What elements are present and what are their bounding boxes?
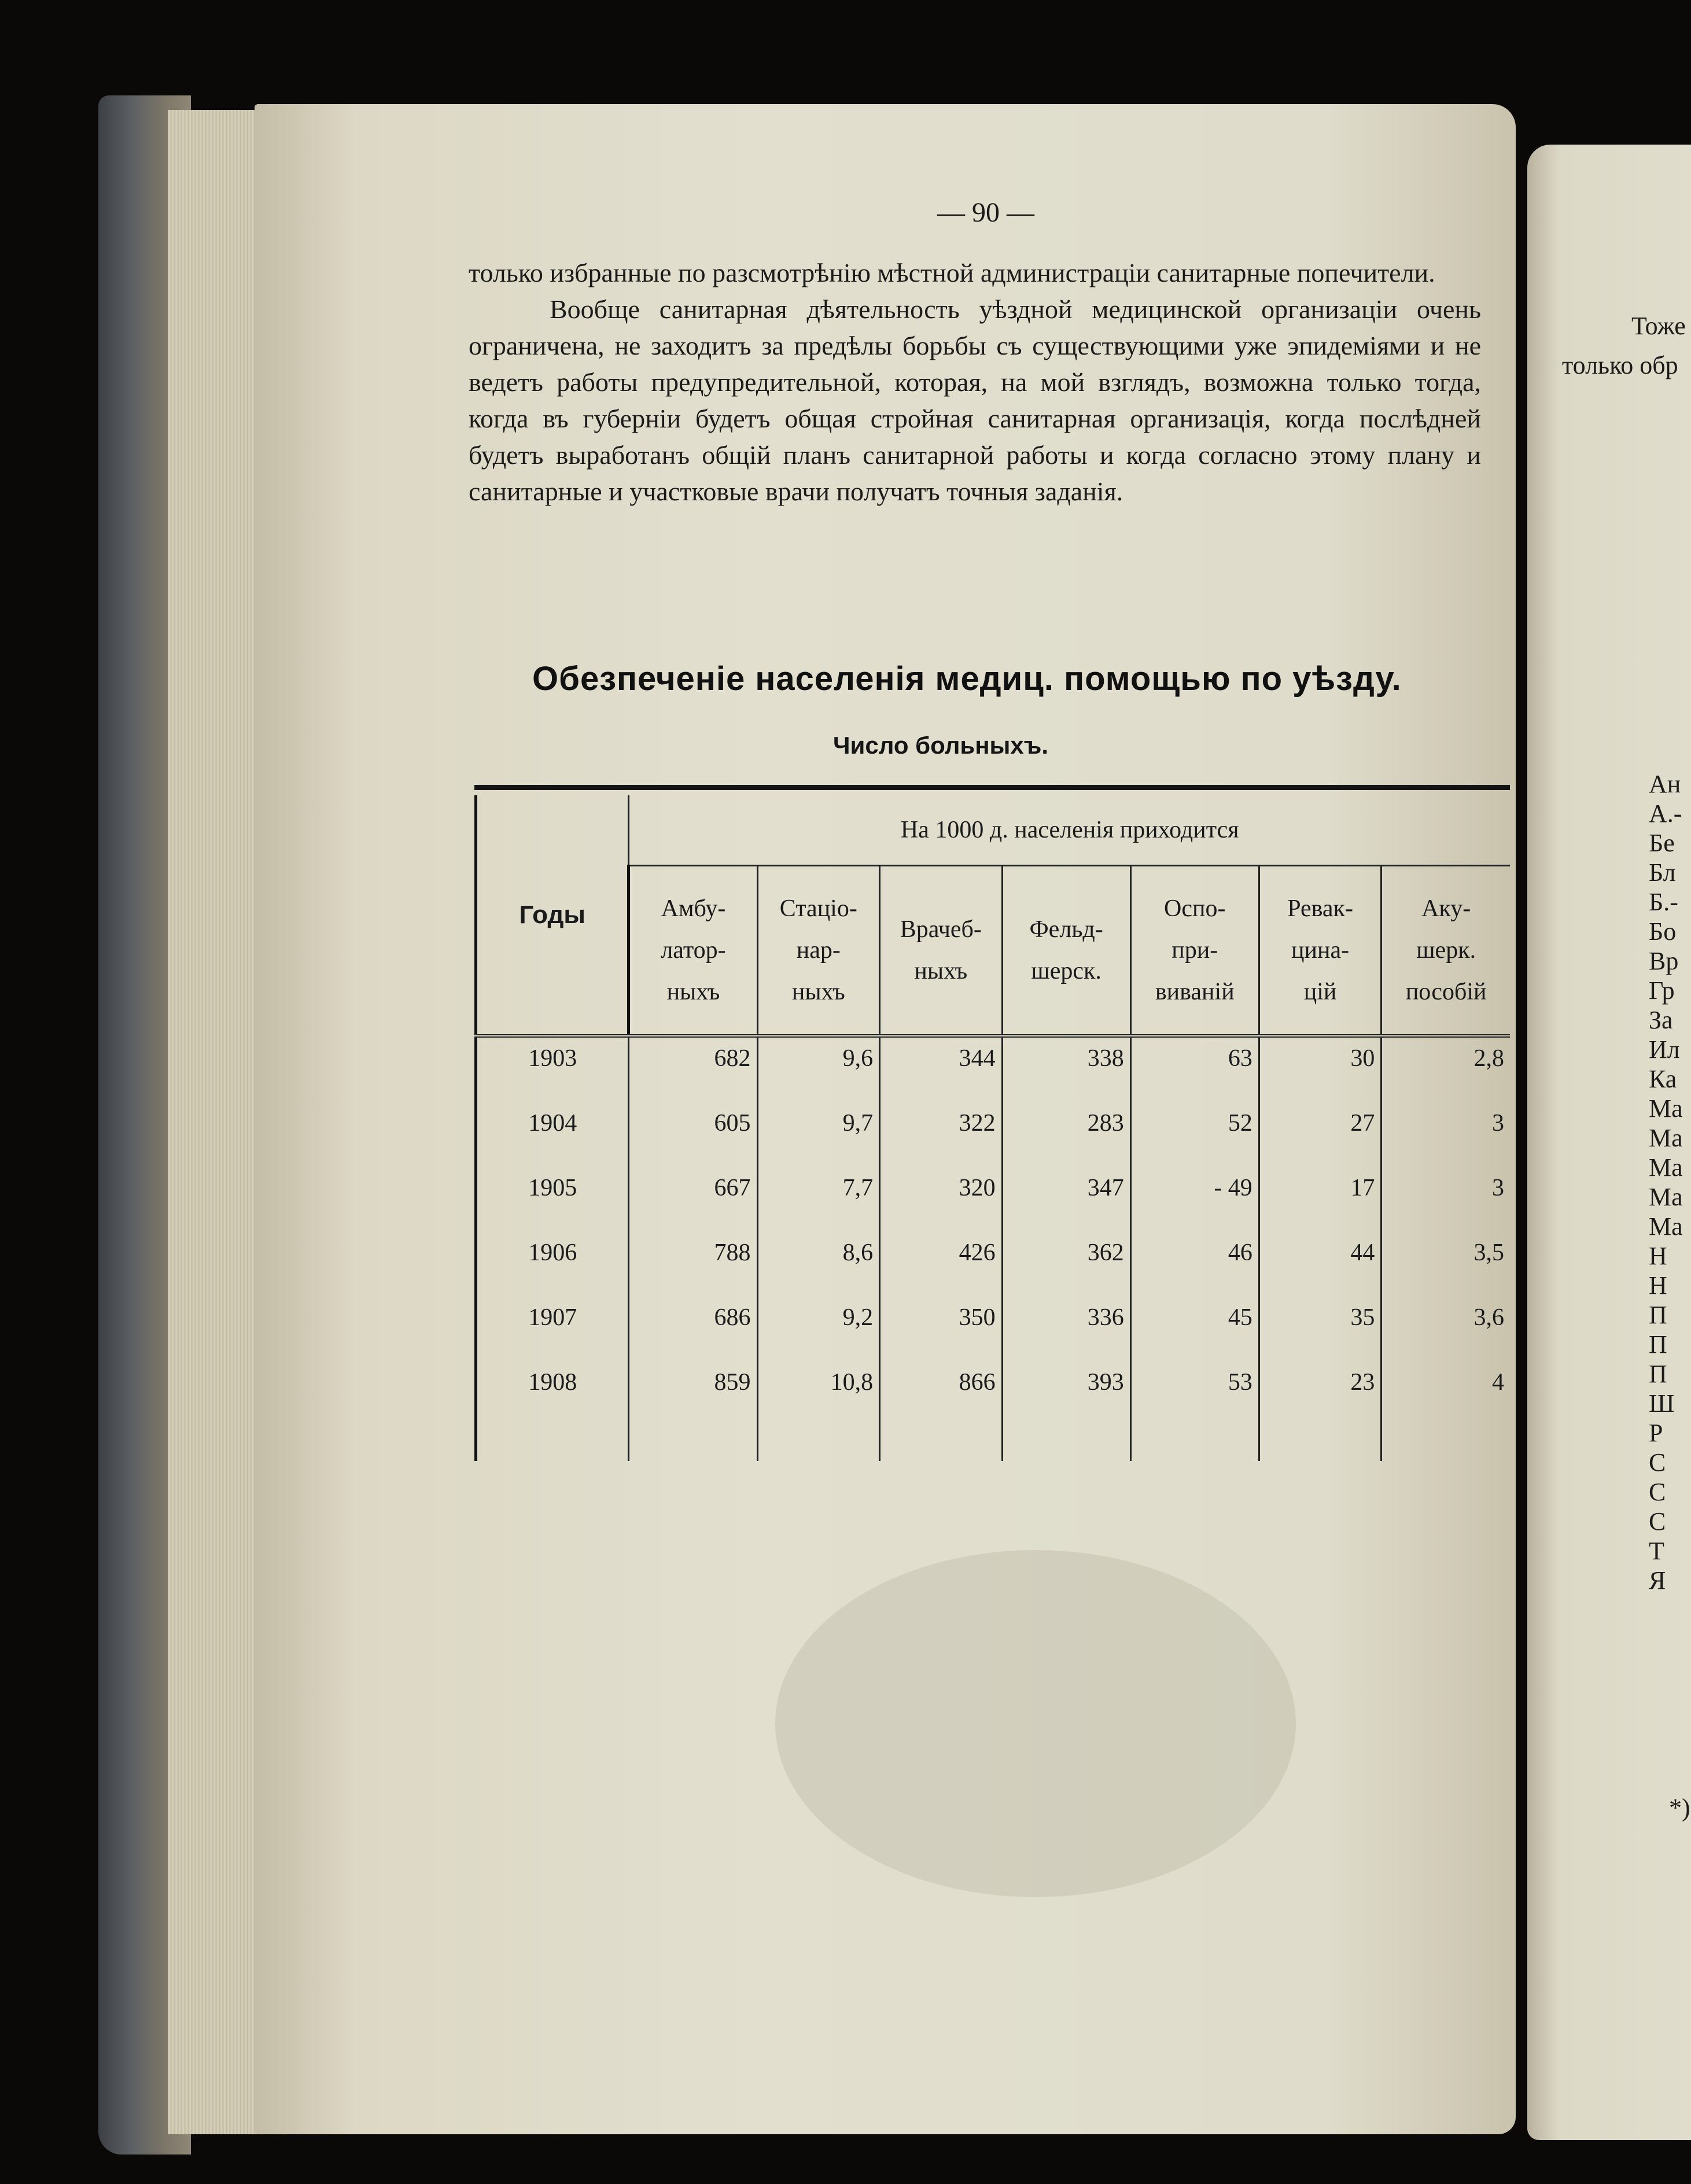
column-header-line: Фельд- <box>1029 916 1103 943</box>
column-header-line: ныхъ <box>791 979 845 1005</box>
right-page-list-item: П <box>1649 1330 1667 1359</box>
right-page-list-item: А.- <box>1649 799 1682 828</box>
right-page-list <box>1649 769 1683 1595</box>
value-cell: 344 <box>880 1036 1003 1102</box>
year-cell: 1904 <box>476 1102 629 1167</box>
paragraph-1: только избранные по разсмотрѣнію мѣстной администраціи санитарные попечители. <box>469 258 1435 287</box>
years-header: Годы <box>476 795 629 1036</box>
value-cell: 4 <box>1381 1362 1510 1426</box>
page-number: — 90 — <box>937 197 1034 228</box>
value-cell: 667 <box>629 1167 757 1232</box>
table-title: Обезпеченіе населенія медиц. помощью по уѣзду. <box>532 660 1402 698</box>
right-page-list-item: Т <box>1649 1537 1664 1565</box>
right-page-list-item: Р <box>1649 1419 1663 1447</box>
year-cell: 1906 <box>476 1232 629 1297</box>
value-cell: 46 <box>1130 1232 1259 1297</box>
column-header-line: виваній <box>1155 979 1235 1005</box>
column-header-line: при- <box>1171 937 1218 964</box>
column-header-line: Ревак- <box>1287 895 1353 922</box>
column-header-5 <box>1130 866 1259 1036</box>
value-cell: - 49 <box>1130 1167 1259 1232</box>
value-cell: 322 <box>880 1102 1003 1167</box>
right-page-list-item: Ма <box>1649 1212 1683 1241</box>
right-page-list-item: Ка <box>1649 1065 1677 1093</box>
value-cell: 859 <box>629 1362 757 1426</box>
right-page-list-item: Ма <box>1649 1094 1683 1123</box>
column-header-line: пособій <box>1405 979 1487 1005</box>
column-header-line: цій <box>1303 979 1337 1005</box>
value-cell: 350 <box>880 1297 1003 1362</box>
right-page-list-item: Бе <box>1649 829 1675 857</box>
year-cell: 1907 <box>476 1297 629 1362</box>
value-cell: 3,6 <box>1381 1297 1510 1362</box>
column-header-line: шерск. <box>1031 958 1101 984</box>
column-header-line: шерк. <box>1416 937 1476 964</box>
column-header-3 <box>880 866 1003 1036</box>
column-header-line: ныхъ <box>914 958 968 984</box>
table-row <box>476 1036 1511 1102</box>
column-header-line: Амбу- <box>661 895 726 922</box>
right-page-list-item: Ма <box>1649 1183 1683 1211</box>
left-page <box>255 104 1516 2134</box>
value-cell: 8,6 <box>757 1232 880 1297</box>
right-page-list-item: Я <box>1649 1566 1666 1595</box>
value-cell: 45 <box>1130 1297 1259 1362</box>
value-cell: 9,7 <box>757 1102 880 1167</box>
value-cell: 53 <box>1130 1362 1259 1426</box>
right-page-list-item: Вр <box>1649 947 1679 975</box>
right-page-list-item: Н <box>1649 1271 1667 1300</box>
table-bottom-padding <box>476 1426 1511 1461</box>
value-cell: 336 <box>1002 1297 1130 1362</box>
value-cell: 3 <box>1381 1102 1510 1167</box>
table-subtitle: Число больныхъ. <box>833 732 1049 759</box>
statistics-table <box>474 785 1510 1461</box>
value-cell: 3,5 <box>1381 1232 1510 1297</box>
right-page-list-item: С <box>1649 1448 1666 1477</box>
column-header-line: латор- <box>661 937 726 964</box>
right-page-list-item: Ма <box>1649 1153 1683 1182</box>
table-row <box>476 1297 1511 1362</box>
column-header-line: цина- <box>1291 937 1350 964</box>
value-cell: 35 <box>1259 1297 1381 1362</box>
right-page-list-item: Б.- <box>1649 888 1678 916</box>
right-page-line-2: только обр <box>1562 351 1678 379</box>
right-page-list-item: Ма <box>1649 1124 1683 1152</box>
value-cell: 788 <box>629 1232 757 1297</box>
value-cell: 9,2 <box>757 1297 880 1362</box>
right-page-list-item: П <box>1649 1301 1667 1329</box>
right-page-list-item: Бл <box>1649 858 1676 887</box>
value-cell: 9,6 <box>757 1036 880 1102</box>
body-text <box>469 254 1481 510</box>
right-page-list-item: Ан <box>1649 770 1681 798</box>
column-header-1 <box>629 866 757 1036</box>
table-row <box>476 1102 1511 1167</box>
table-row <box>476 1232 1511 1297</box>
right-page-list-item: Гр <box>1649 976 1675 1005</box>
value-cell: 27 <box>1259 1102 1381 1167</box>
value-cell: 52 <box>1130 1102 1259 1167</box>
value-cell: 23 <box>1259 1362 1381 1426</box>
right-page-list-item: Ил <box>1649 1035 1680 1064</box>
column-header-4 <box>1002 866 1130 1036</box>
value-cell: 7,7 <box>757 1167 880 1232</box>
bleed-through-stain <box>775 1550 1296 1897</box>
column-header-line: Оспо- <box>1164 895 1226 922</box>
value-cell: 686 <box>629 1297 757 1362</box>
column-header-7 <box>1381 866 1510 1036</box>
table-row <box>476 1167 1511 1232</box>
year-cell: 1903 <box>476 1036 629 1102</box>
year-cell: 1908 <box>476 1362 629 1426</box>
value-cell: 63 <box>1130 1036 1259 1102</box>
right-page-list-item: Ш <box>1649 1389 1675 1418</box>
value-cell: 2,8 <box>1381 1036 1510 1102</box>
right-page-list-item: С <box>1649 1507 1666 1536</box>
column-header-line: Врачеб- <box>900 916 982 943</box>
value-cell: 393 <box>1002 1362 1130 1426</box>
paragraph-2: Вообще санитарная дѣятельность уѣздной медицинской организаціи очень ограничена, не заходитъ за предѣлы борьбы съ существующими уже эпидеміями и не ведетъ работы предупредительной, которая, на мой взглядъ, возможна только тогда, когда въ губерніи будетъ общая стройная санитарная организація, когда послѣдней будетъ выработанъ общій планъ санитарной работы и когда согласно этому плану и санитарные и участковые врачи получатъ точныя заданія. <box>469 294 1481 506</box>
value-cell: 362 <box>1002 1232 1130 1297</box>
value-cell: 17 <box>1259 1167 1381 1232</box>
right-page-line-1: Тоже <box>1631 312 1686 340</box>
column-header-6 <box>1259 866 1381 1036</box>
right-page-list-item: П <box>1649 1360 1667 1388</box>
year-cell: 1905 <box>476 1167 629 1232</box>
data-table <box>474 795 1510 1461</box>
value-cell: 866 <box>880 1362 1003 1426</box>
right-page-list-item: Бо <box>1649 917 1677 946</box>
group-header: На 1000 д. населенія приходится <box>629 795 1510 866</box>
column-header-line: Стаціо- <box>779 895 857 922</box>
value-cell: 3 <box>1381 1167 1510 1232</box>
table-top-rule <box>474 785 1510 790</box>
value-cell: 10,8 <box>757 1362 880 1426</box>
column-header-line: нар- <box>796 937 841 964</box>
column-header-2 <box>757 866 880 1036</box>
column-header-line: ныхъ <box>666 979 720 1005</box>
value-cell: 30 <box>1259 1036 1381 1102</box>
value-cell: 426 <box>880 1232 1003 1297</box>
value-cell: 347 <box>1002 1167 1130 1232</box>
table-row <box>476 1362 1511 1426</box>
value-cell: 605 <box>629 1102 757 1167</box>
column-header-line: Аку- <box>1421 895 1471 922</box>
value-cell: 44 <box>1259 1232 1381 1297</box>
right-page-list-item: Н <box>1649 1242 1667 1270</box>
right-page-list-item: С <box>1649 1478 1666 1506</box>
value-cell: 283 <box>1002 1102 1130 1167</box>
value-cell: 338 <box>1002 1036 1130 1102</box>
right-page-footnote: *) <box>1669 1794 1690 1822</box>
value-cell: 682 <box>629 1036 757 1102</box>
value-cell: 320 <box>880 1167 1003 1232</box>
right-page-list-item: За <box>1649 1006 1673 1034</box>
